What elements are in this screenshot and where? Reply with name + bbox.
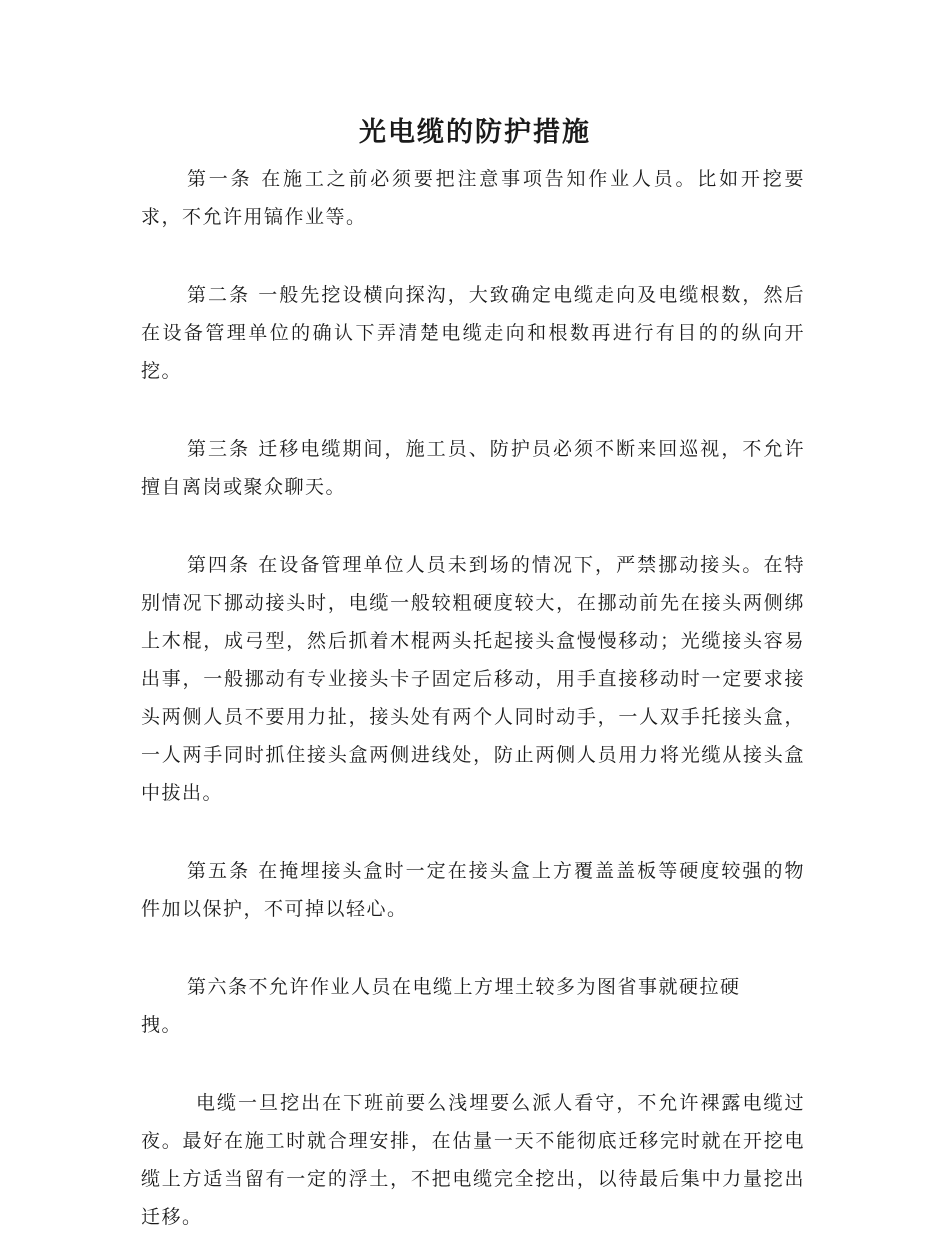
paragraph-article-6: 第六条不允许作业人员在电缆上方埋土较多为图省事就硬拉硬拽。: [141, 976, 741, 1036]
paragraph-article-2: 第二条 一般先挖设横向探沟，大致确定电缆走向及电缆根数，然后在设备管理单位的确认下弄清楚电缆走向和根数再进行有目的的纵向开挖。: [141, 284, 805, 382]
paragraph-article-5: 第五条 在掩埋接头盒时一定在接头盒上方覆盖盖板等硬度较强的物件加以保护，不可掉以轻心。: [141, 860, 805, 920]
paragraph-article-3: 第三条 迁移电缆期间，施工员、防护员必须不断来回巡视，不允许擅自离岗或聚众聊天。: [141, 438, 805, 498]
document-body: [141, 160, 805, 1236]
paragraph-article-4: 第四条 在设备管理单位人员未到场的情况下，严禁挪动接头。在特别情况下挪动接头时，电缆一般较粗硬度较大，在挪动前先在接头两侧绑上木棍，成弓型，然后抓着木棍两头托起接头盒慢慢移动；光缆接头容易出事，一般挪动有专业接头卡子固定后移动，用手直接移动时一定要求接头两侧人员不要用力扯，接头处有两个人同时动手，一人双手托接头盒，一人两手同时抓住接头盒两侧进线处，防止两侧人员用力将光缆从接头盒中拔出。: [141, 554, 805, 804]
paragraph-closing: 电缆一旦挖出在下班前要么浅埋要么派人看守，不允许裸露电缆过夜。最好在施工时就合理安排，在估量一天不能彻底迁移完时就在开挖电缆上方适当留有一定的浮土，不把电缆完全挖出，以待最后集中力量挖出迁移。: [141, 1092, 805, 1228]
document-title: 光电缆的防护措施: [359, 117, 591, 148]
paragraph-article-1: 第一条 在施工之前必须要把注意事项告知作业人员。比如开挖要求，不允许用镐作业等。: [141, 168, 805, 228]
